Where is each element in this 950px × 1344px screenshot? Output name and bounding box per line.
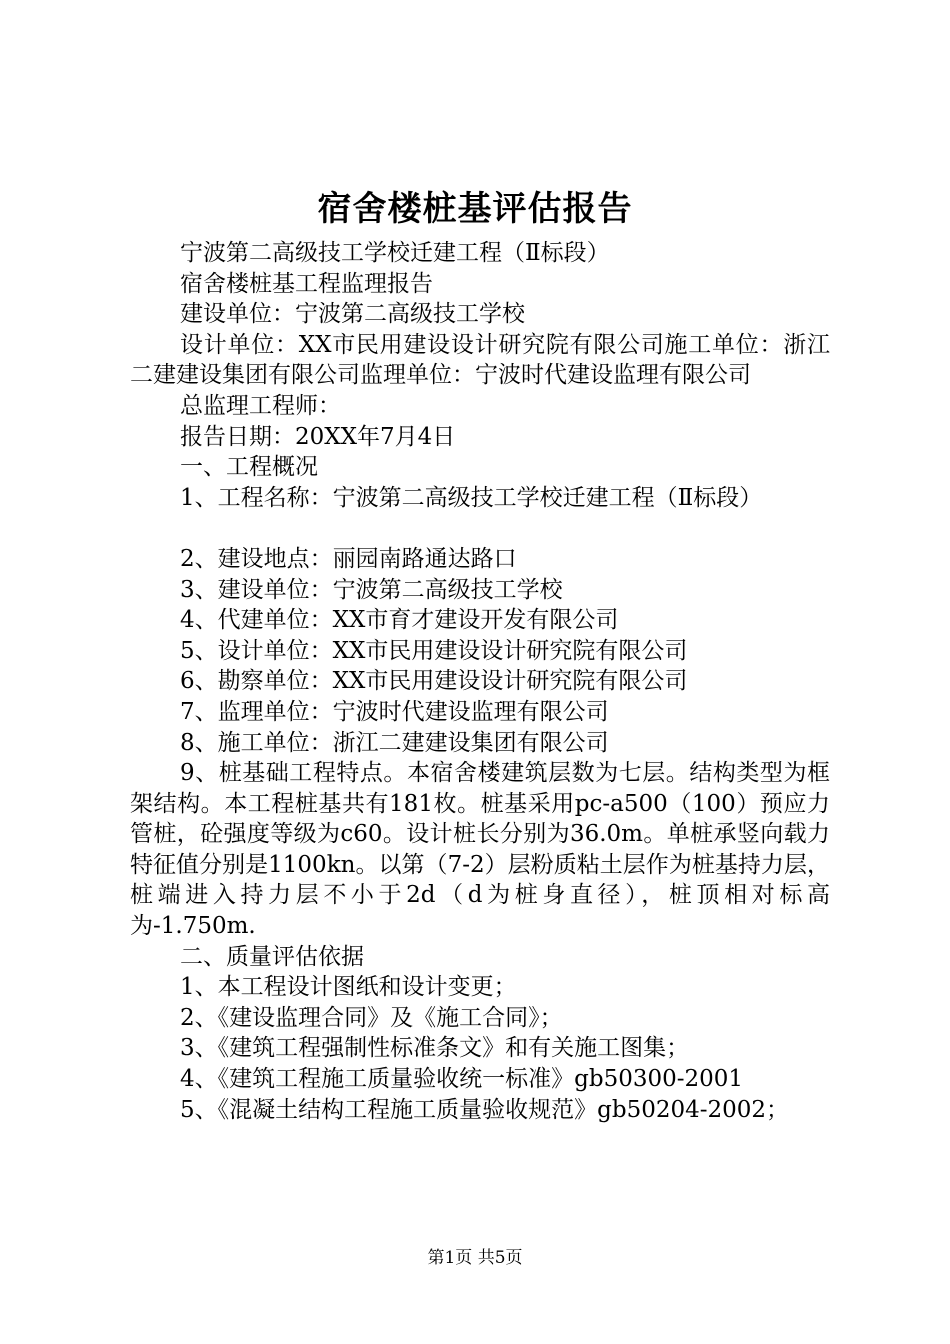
page-footer: 第1页 共5页	[427, 1248, 523, 1268]
paragraph-pile-features: 9、桩基础工程特点。本宿舍楼建筑层数为七层。结构类型为框架结构。本工程桩基共有181枚。桩基采用pc-a500（100）预应力管桩，砼强度等级为c60。设计桩长分别为36.0m。单桩承竖向载力特征值分别是1100kn。以第（7-2）层粉质粘土层作为桩基持力层，桩端进入持力层不小于2d（d为桩身直径），桩顶相对标高为-1.750m.	[130, 760, 830, 940]
paragraph-project-name: 宁波第二高级技工学校迁建工程（Ⅱ标段）	[180, 240, 610, 266]
document-title: 宿舍楼桩基评估报告	[317, 189, 633, 229]
section-heading-basis: 二、质量评估依据	[180, 943, 364, 970]
list-item: 3、建设单位：宁波第二高级技工学校	[180, 576, 563, 603]
paragraph-units: 设计单位：XX市民用建设设计研究院有限公司施工单位：浙江二建建设集团有限公司监理单位：宁波时代建设监理有限公司	[130, 331, 830, 389]
list-item: 4、《建筑工程施工质量验收统一标准》gb50300-2001	[180, 1066, 744, 1093]
paragraph-construction-unit: 建设单位：宁波第二高级技工学校	[180, 301, 525, 328]
paragraph-report-name: 宿舍楼桩基工程监理报告	[180, 270, 433, 297]
list-item: 1、本工程设计图纸和设计变更；	[180, 974, 517, 1001]
paragraph-chief-engineer: 总监理工程师：	[180, 392, 341, 419]
document-body	[130, 238, 830, 1125]
list-item: 1、工程名称：宁波第二高级技工学校迁建工程（Ⅱ标段）	[180, 484, 763, 511]
blank-line	[130, 513, 830, 544]
list-item: 2、建设地点：丽园南路通达路口	[180, 545, 517, 572]
list-item: 6、勘察单位：XX市民用建设设计研究院有限公司	[180, 668, 688, 695]
list-item: 5、《混凝土结构工程施工质量验收规范》gb50204-2002；	[180, 1096, 790, 1123]
list-item: 4、代建单位：XX市育才建设开发有限公司	[180, 607, 619, 634]
list-item: 8、施工单位：浙江二建建设集团有限公司	[180, 729, 609, 756]
paragraph-report-date: 报告日期：20XX年7月4日	[180, 423, 456, 450]
list-item: 3、《建筑工程强制性标准条文》和有关施工图集；	[180, 1035, 690, 1062]
list-item: 5、设计单位：XX市民用建设设计研究院有限公司	[180, 637, 688, 664]
section-heading-overview: 一、工程概况	[180, 454, 318, 481]
list-item: 2、《建设监理合同》及《施工合同》；	[180, 1004, 563, 1031]
list-item: 7、监理单位：宁波时代建设监理有限公司	[180, 698, 609, 725]
